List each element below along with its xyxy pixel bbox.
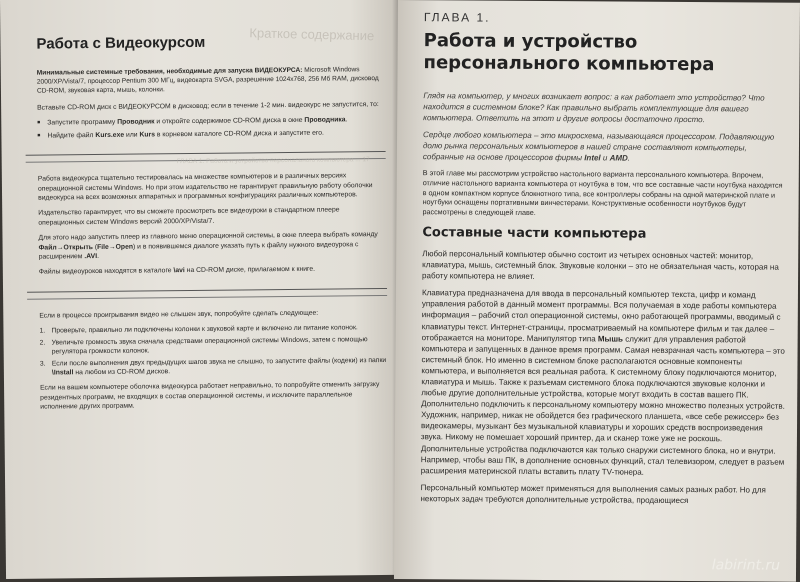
command-name: Файл→Открыть [38, 243, 93, 252]
directory-name: \Install [51, 369, 74, 377]
paragraph-text: Сердце любого компьютера – это микросхема, называющаяся процессором. Подавляющую долю рынка персональных компьютеров в нашей стране составляют компьютеры, собранные на основе процессоров фирмы [422, 130, 775, 163]
requirements-text: Microsoft Windows 2000/XP/Vista/7, процессор Pentium 300 МГц, видеокарта SVGA, разрешение 1024х768, 256 Мб RAM, дисковод CD-ROM, звуковая карта, мышь, колонки. [36, 66, 379, 95]
chapter-label: ГЛАВА 1. [423, 10, 491, 25]
command-name: File→Open [97, 243, 134, 251]
paragraph [39, 264, 387, 277]
chapter-title-line: персонального компьютера [423, 52, 715, 76]
troubleshooting-steps [39, 323, 388, 378]
paragraph-text: на CD-ROM диске, прилагаемом к книге. [184, 266, 316, 275]
requirements-label: Минимальные системные требования, необходимые для запуска ВИДЕОКУРСА: [36, 66, 303, 77]
insert-instructions: Вставьте CD-ROM диск с ВИДЕОКУРСОМ в дисковод; если в течение 1-2 мин. видеокурс не запустится, то: [37, 101, 379, 112]
list-item [40, 335, 388, 357]
list-item-bold: Kurs.exe [95, 131, 125, 139]
list-number: 1. [39, 327, 46, 335]
list-item [37, 128, 385, 141]
list-item-text: или [124, 131, 140, 139]
paragraph: Если на вашем компьютере оболочка видеокурса работает неправильно, то попробуйте отменить загрузку резидентных программ, не входящих в состав операционной системы, и исключите параллельное исполнение других программ. [40, 381, 380, 411]
list-item-text: . [345, 116, 348, 124]
list-item-bold: Проводника [304, 116, 346, 125]
chapter-title [423, 30, 787, 77]
paragraph-text: Для этого надо запустить плеер из главного меню операционной системы, в окне плеера выбрать команду [38, 231, 378, 242]
bleed-through-toc: ГЛАВА 1. Работа и устройство персонального компьютера ... 17 [176, 156, 370, 166]
chapter-note: В этой главе мы рассмотрим устройство настольного варианта персонального компьютера. Впрочем, отличие настольного варианта компьютера от ноутбука в том, что все составные части ноутбука находятся в одном компактном корпусе блокнотного типа, все контроллеры собраны на одной материнской плате и ноутбуки оснащены портативными винчестерами. Конструктивные особенности ноутбуков будут рассмотрены в следующей главе. [422, 168, 783, 218]
launch-steps [37, 115, 385, 140]
intro-paragraph [423, 129, 787, 165]
paragraph-text: ) и в появившемся диалоге указать путь к файлу нужного видеоурока с расширением [38, 240, 359, 261]
bleed-through-heading: Краткое содержание [249, 25, 375, 44]
file-extension: .AVI [84, 253, 98, 261]
section-heading: Составные части компьютера [422, 225, 647, 242]
paragraph-text: и [600, 153, 610, 163]
paragraph-text: служит для управления работой компьютера и запущенных в данное время программ. Самая невзрачная часть компьютера – это системный блок. Но именно в системном блоке располагаются основные компоненты компьютера, и выполняется вся реальная работа. К системному блоку подключаются монитор, клавиатура и мышь. Также к разъемам системного блока подключаются звуковые колонки и любые другие дополнительные устройства, которые могут входить в состав вашего ПК. Дополнительно подключить к персональному компьютеру можно множество полезных устройств. Художник, например, никак не обойдется без графического планшета, «все себе режиссер» без видеокамеры, музыкант без музыкальной клавиатуры и хороших средств воспроизведения звука. Никому не помешает хороший принтер, да и сканер тоже уже не роскошь. Дополнительные устройства подключаются как только снаружи системного блока, но и внутри. Например, чтобы ваш ПК, в дополнение основных функций, стал телевизором, следует в разъем расширения материнской платы вставить плату TV-тюнера. [420, 334, 785, 477]
page-title: Работа с Видеокурсом [36, 33, 206, 53]
paragraph-text: Файлы видеоуроков находятся в каталоге [38, 267, 174, 277]
list-number: 2. [39, 339, 46, 347]
list-number: 3. [39, 360, 46, 368]
brand-name: AMD [609, 153, 628, 163]
section-divider [27, 288, 387, 300]
list-item-text: на любом из CD-ROM дисков. [73, 368, 171, 377]
paragraph: Работа видеокурса тщательно тестировалась на множестве компьютеров и в различных версиях операционной системы Windows. Но при этом издательство не гарантирует правильную работу оболочки видеокурса на всех возможных аппаратных и программных конфигурациях различных компьютеров. [37, 172, 373, 202]
list-item-bold: Kurs [139, 131, 156, 139]
list-item-bold: Проводник [117, 118, 155, 127]
list-item [40, 355, 388, 377]
chapter-title-line: Работа и устройство [423, 30, 638, 53]
paragraph: Персональный компьютер может применяться для выполнения самых разных работ. Но для некоторых задач требуются дополнительные устройства, продающиеся [420, 483, 766, 505]
list-item-text: Найдите файл [47, 131, 96, 140]
paragraph-text: . [97, 253, 100, 261]
list-item-text: Проверьте, правильно ли подключены колонки к звуковой карте и включено ли питание колонок. [51, 324, 358, 335]
list-item [37, 115, 385, 128]
right-page [394, 0, 800, 582]
directory-name: \avi [173, 267, 185, 275]
system-requirements [37, 65, 385, 96]
term-bold: Мышь [597, 334, 624, 344]
watermark: labirint.ru [711, 557, 781, 574]
paragraph: Если в процессе проигрывания видео не слышен звук, попробуйте сделать следующее: [39, 309, 319, 320]
paragraph-text: Клавиатура предназначена для ввода в персональный компьютер текста, цифр и команд управления работой в данный момент программы. Вся получаемая в ходе работы компьютера информация – рабочий стол операционной системы, окно работающей программы, вводимый с клавиатуры текст. Интернет-страницы, просматриваемый на компьютере фильм и так далее – отображается на мониторе. Манипулятор типа [421, 288, 781, 344]
paragraph: Издательство гарантирует, что вы сможете просмотреть все видеоуроки в стандартном плеере операционных систем Windows версий 2000/XP/Vista/7. [38, 206, 340, 227]
paragraph [38, 230, 386, 262]
list-item-text: Если после выполнения двух предыдущих шагов звука не слышно, то запустите файлы (кодеки) из папки [51, 356, 387, 367]
list-item-text: Увеличьте громкость звука сначала средствами операционной системы Windows, затем с помощью регулятора громкости колонок. [51, 335, 368, 356]
list-item-text: в корневом каталоге CD-ROM диска и запустите его. [154, 129, 324, 139]
list-item-text: и откройте содержимое CD-ROM диска в окне [154, 117, 305, 126]
list-item-text: Запустите программу [47, 119, 118, 127]
paragraph-text: . [627, 153, 631, 163]
intro-paragraph: Глядя на компьютер, у многих возникает вопрос: а как работает это устройство? Что находится в системном блоке? Как правильно выбрать комплектующие для вашего компьютера. Ответить на этот и другие вопросы достаточно просто. [423, 91, 765, 125]
paragraph: Любой персональный компьютер обычно состоит из четырех основных частей: монитор, клавиатура, мышь, системный блок. Звуковые колонки – это не обязательная часть, которая на работу компьютера не влияет. [422, 249, 779, 282]
paragraph-text: ( [92, 243, 98, 251]
paragraph [421, 287, 786, 478]
brand-name: Intel [584, 153, 601, 163]
